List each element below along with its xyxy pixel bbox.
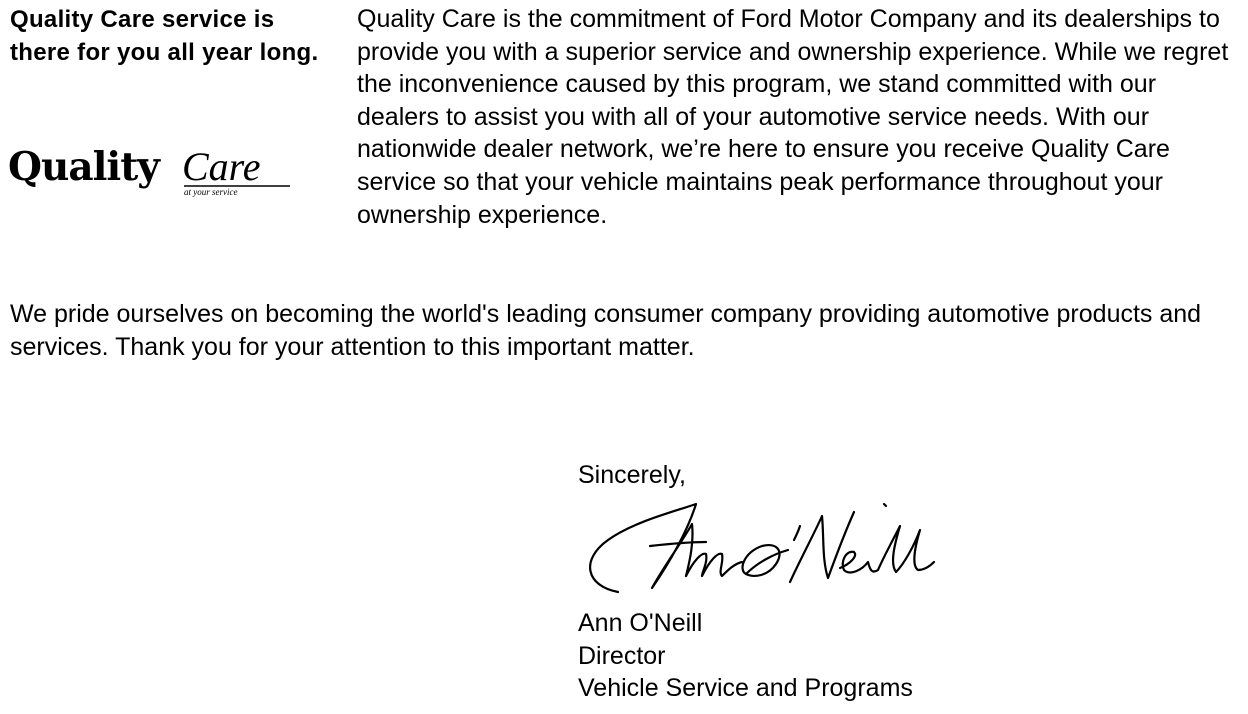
signer-title: Director (578, 641, 666, 670)
intro-paragraph: Quality Care is the commitment of Ford Motor Company and its dealerships to provide you with a superior service and ownership experience. While we regret the inconvenience caused by this program, we stand committed with our dealers to assist you with all of your automotive service needs. With our nationwide dealer network, we’re here to ensure you receive Quality Care service so that your vehicle maintains peak performance throughout your ownership experience. (357, 5, 1229, 229)
sidebar (10, 3, 340, 69)
logo-care-text: Care (182, 144, 261, 189)
pride-paragraph: We pride ourselves on becoming the world's leading consumer company providing automotive products and services. Thank you for your attention to this important matter. (10, 300, 1202, 361)
signer-department: Vehicle Service and Programs (578, 674, 913, 702)
logo-quality-text: Quality (8, 144, 159, 190)
closing-salutation: Sincerely, (578, 461, 686, 489)
logo-tagline-text: at your service (184, 187, 238, 197)
quality-care-logo (8, 138, 298, 200)
signer-block (578, 607, 1078, 705)
sidebar-heading: Quality Care service is there for you all year long. (10, 6, 319, 66)
signer-name: Ann O'Neill (578, 609, 703, 637)
handwritten-signature (578, 490, 958, 600)
closing (578, 459, 978, 491)
